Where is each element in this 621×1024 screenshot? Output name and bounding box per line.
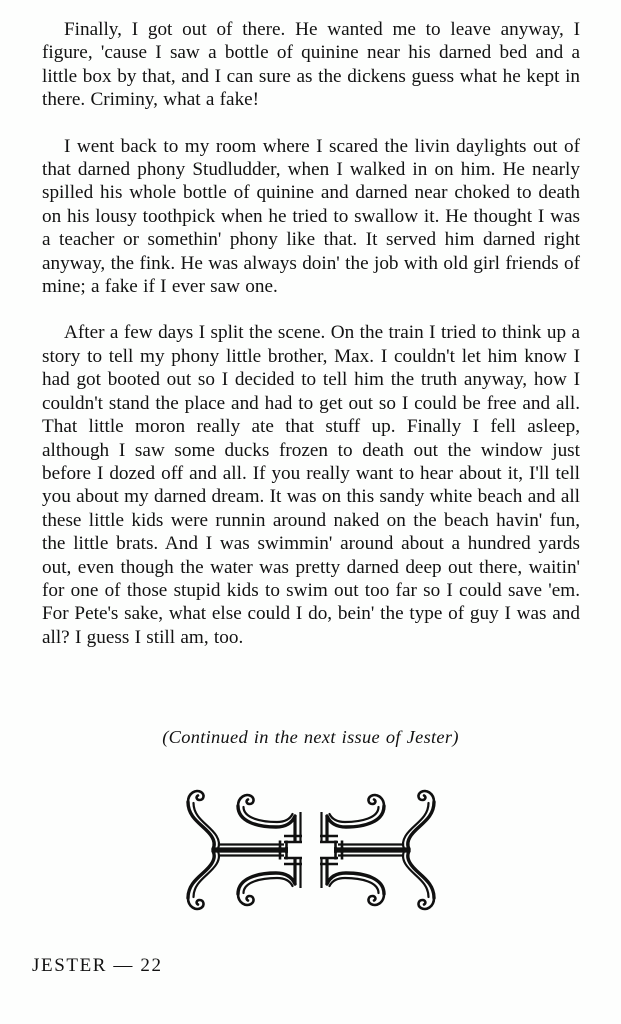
paragraph-2: I went back to my room where I scared the livin daylights out of that darned phony Studludder, when I walked in on him. He nearly spilled his whole bottle of quinine and darned near choked to death on his lousy toothpick when he tried to swallow it. He thought I was a teacher or somethin' phony like that. It served him darned right anyway, the fink. He was always doin' the job with old girl friends of mine; a fake if I ever saw one. (42, 135, 580, 298)
paragraph-1: Finally, I got out of there. He wanted me to leave anyway, I figure, 'cause I saw a bottle of quinine near his darned bed and a little box by that, and I can sure as the dickens guess what he kept in there. Criminy, what a fake! (42, 19, 580, 111)
article-text-block (42, 18, 580, 649)
page-footer: JESTER — 22 (32, 955, 163, 976)
decorative-flourish-ornament (176, 780, 446, 920)
continued-note: (Continued in the next issue of Jester) (162, 727, 459, 747)
paragraph-3: After a few days I split the scene. On the train I tried to think up a story to tell my phony little brother, Max. I couldn't let him know I had got booted out so I decided to tell him the truth anyway, how I couldn't stand the place and had to get out so I could be free and all. That little moron really ate that stuff up. Finally I fell asleep, although I saw some ducks frozen to death out the window just before I dozed off and all. If you really want to hear about it, I'll tell you about my darned dream. It was on this sandy white beach and all these little kids were runnin around naked on the beach havin' fun, the little brats. And I was swimmin' around about a hundred yards out, even though the water was pretty darned deep out there, waitin' for one of those stupid kids to swim out too far so I could save 'em. For Pete's sake, what else could I do, bein' the type of guy I was and all? I guess I still am, too. (42, 322, 580, 648)
